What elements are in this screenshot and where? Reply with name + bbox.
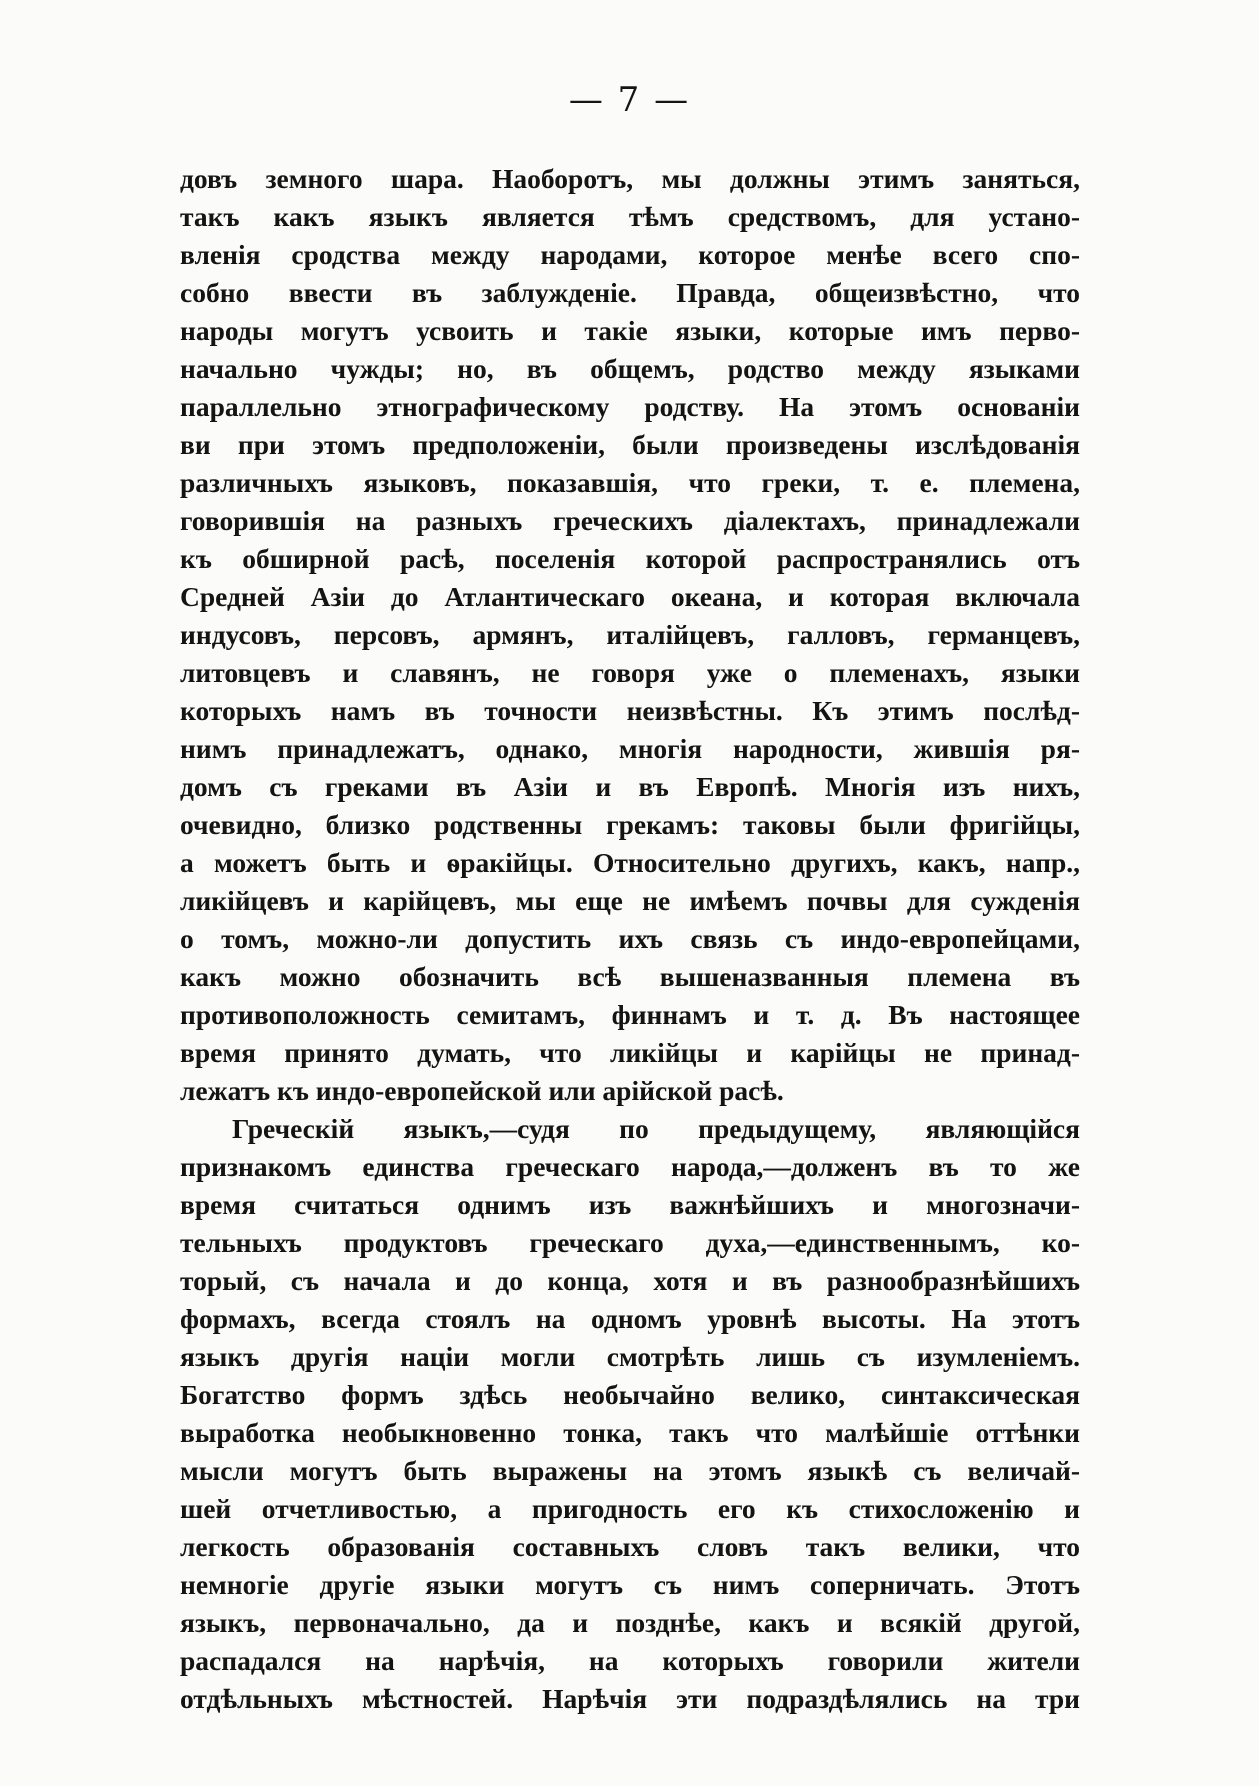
text-line: а можетъ быть и ѳракійцы. Относительно другихъ, какъ, напр.,: [180, 847, 1080, 878]
text-line: распадался на нарѣчія, на которыхъ говорили жители: [180, 1645, 1080, 1676]
text-line: параллельно этнографическому родству. На этомъ основаніи: [180, 391, 1080, 422]
text-line: время считаться однимъ изъ важнѣйшихъ и многозначи-: [180, 1189, 1080, 1220]
text-line: такъ какъ языкъ является тѣмъ средствомъ, для устано-: [180, 201, 1080, 232]
text-line: ликійцевъ и карійцевъ, мы еще не имѣемъ почвы для сужденія: [180, 885, 1080, 916]
text-line: довъ земного шара. Наоборотъ, мы должны этимъ заняться,: [180, 163, 1080, 194]
text-line: время принято думать, что ликійцы и карійцы не принад-: [180, 1037, 1080, 1068]
text-line: домъ съ греками въ Азіи и въ Европѣ. Многія изъ нихъ,: [180, 771, 1080, 802]
text-line: о томъ, можно-ли допустить ихъ связь съ индо-европейцами,: [180, 923, 1080, 954]
text-line: различныхъ языковъ, показавшія, что греки, т. е. племена,: [180, 467, 1080, 498]
text-line: Богатство формъ здѣсь необычайно велико, синтаксическая: [180, 1379, 1080, 1410]
text-line: немногіе другіе языки могутъ съ нимъ соперничать. Этотъ: [180, 1569, 1080, 1600]
text-line: индусовъ, персовъ, армянъ, италійцевъ, галловъ, германцевъ,: [180, 619, 1080, 650]
text-line: отдѣльныхъ мѣстностей. Нарѣчія эти подраздѣлялись на три: [180, 1683, 1080, 1714]
text-line: лежатъ къ индо-европейской или арійской расѣ.: [180, 1075, 784, 1106]
text-line: тельныхъ продуктовъ греческаго духа,—единственнымъ, ко-: [180, 1227, 1080, 1258]
text-line: къ обширной расѣ, поселенія которой распространялись отъ: [180, 543, 1080, 574]
text-line: легкость образованія составныхъ словъ такъ велики, что: [180, 1531, 1080, 1562]
text-line: формахъ, всегда стоялъ на одномъ уровнѣ высоты. На этотъ: [180, 1303, 1080, 1334]
text-line: торый, съ начала и до конца, хотя и въ разнообразнѣйшихъ: [180, 1265, 1080, 1296]
text-line: очевидно, близко родственны грекамъ: таковы были фригійцы,: [180, 809, 1080, 840]
text-line: народы могутъ усвоить и такіе языки, которые имъ перво-: [180, 315, 1080, 346]
text-line: литовцевъ и славянъ, не говоря уже о племенахъ, языки: [180, 657, 1080, 688]
text-line: Греческій языкъ,—судя по предыдущему, являющійся: [232, 1113, 1080, 1144]
text-line: говорившія на разныхъ греческихъ діалектахъ, принадлежали: [180, 505, 1080, 536]
text-line: языкъ, первоначально, да и позднѣе, какъ и всякій другой,: [180, 1607, 1080, 1638]
text-line: выработка необыкновенно тонка, такъ что малѣйшіе оттѣнки: [180, 1417, 1080, 1448]
body-text: [180, 160, 1080, 1718]
text-line: которыхъ намъ въ точности неизвѣстны. Къ этимъ послѣд-: [180, 695, 1080, 726]
text-line: шей отчетливостью, а пригодность его къ стихосложенію и: [180, 1493, 1080, 1524]
text-line: нимъ принадлежатъ, однако, многія народности, жившія ря-: [180, 733, 1080, 764]
text-line: Средней Азіи до Атлантическаго океана, и которая включала: [180, 581, 1080, 612]
text-line: ви при этомъ предположеніи, были произведены изслѣдованія: [180, 429, 1080, 460]
page-number: — 7 —: [568, 80, 691, 120]
text-line: начально чужды; но, въ общемъ, родство между языками: [180, 353, 1080, 384]
text-line: какъ можно обозначить всѣ вышеназванныя племена въ: [180, 961, 1080, 992]
text-line: собно ввести въ заблужденіе. Правда, общеизвѣстно, что: [180, 277, 1080, 308]
text-line: мысли могутъ быть выражены на этомъ языкѣ съ величай-: [180, 1455, 1080, 1486]
text-line: вленія сродства между народами, которое менѣе всего спо-: [180, 239, 1080, 270]
text-line: противоположность семитамъ, финнамъ и т. д. Въ настоящее: [180, 999, 1080, 1030]
text-line: языкъ другія націи могли смотрѣть лишь съ изумленіемъ.: [180, 1341, 1080, 1372]
text-line: признакомъ единства греческаго народа,—долженъ въ то же: [180, 1151, 1080, 1182]
